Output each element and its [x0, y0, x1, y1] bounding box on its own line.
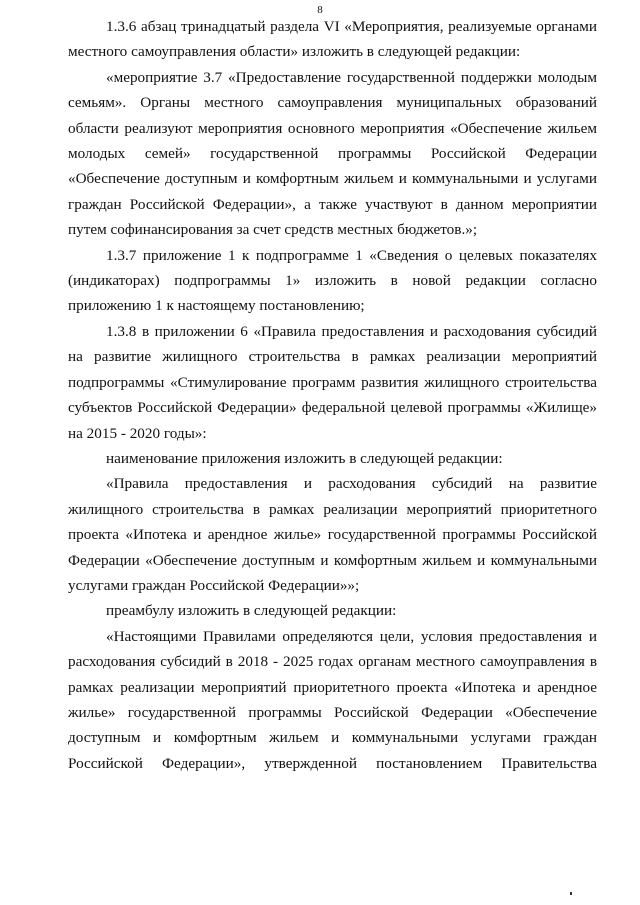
text-line: Федерации «Обеспечение доступным и комфортным жильем и коммунальными: [68, 551, 597, 569]
text-line: на развитие жилищного строительства в рамках реализации мероприятий: [68, 348, 597, 366]
paragraph-preamble-change: [68, 598, 597, 623]
text-line: граждан Российской Федерации», а также участвуют в данном мероприятии: [68, 195, 597, 213]
text-line: жилье» государственной программы Российской Федерации «Обеспечение: [68, 703, 597, 721]
paragraph-1-3-7: [68, 243, 597, 319]
text-line: доступным и комфортным жильем и коммунальными услугами граждан: [68, 729, 597, 747]
scan-mark: [570, 892, 572, 895]
paragraph-preamble: [68, 624, 597, 776]
text-line: путем софинансирования за счет средств местных бюджетов.»;: [68, 221, 478, 239]
text-line: «Настоящими Правилами определяются цели, условия предоставления и: [106, 627, 597, 645]
text-line: расходования субсидий в 2018 - 2025 годах органам местного самоуправления в: [68, 653, 597, 671]
text-line: Российской Федерации», утвержденной постановлением Правительства: [68, 754, 597, 772]
text-line: жилищного строительства в рамках реализации мероприятий приоритетного: [68, 500, 597, 518]
text-line: (индикаторах) подпрограммы 1» изложить в новой редакции согласно: [68, 272, 597, 290]
text-line: 1.3.7 приложение 1 к подпрограмме 1 «Сведения о целевых показателях: [106, 246, 597, 264]
document-body: [68, 14, 597, 776]
text-line: «Правила предоставления и расходования субсидий на развитие: [106, 475, 597, 493]
text-line: преамбулу изложить в следующей редакции:: [106, 602, 397, 620]
text-line: подпрограммы «Стимулирование программ развития жилищного строительства: [68, 373, 597, 391]
text-line: наименование приложения изложить в следующей редакции:: [106, 449, 503, 467]
text-line: на 2015 - 2020 годы»:: [68, 424, 207, 442]
paragraph-1-3-6: [68, 14, 597, 65]
page-number: 8: [317, 4, 323, 16]
text-line: 1.3.8 в приложении 6 «Правила предоставления и расходования субсидий: [106, 322, 597, 340]
text-line: «Обеспечение доступным и комфортным жильем и коммунальными и услугами: [68, 170, 597, 188]
paragraph-rules-title: [68, 471, 597, 598]
text-line: области реализуют мероприятия основного мероприятия «Обеспечение жильем: [68, 119, 597, 137]
text-line: молодых семей» государственной программы Российской Федерации: [68, 145, 597, 163]
text-line: субъектов Российской Федерации» федеральной целевой программы «Жилище»: [68, 399, 597, 417]
text-line: «мероприятие 3.7 «Предоставление государственной поддержки молодым: [106, 68, 597, 86]
paragraph-1-3-8: [68, 319, 597, 446]
text-line: проекта «Ипотека и арендное жилье» государственной программы Российской: [68, 526, 597, 544]
paragraph-name-change: [68, 446, 597, 471]
paragraph-measure-3-7: [68, 65, 597, 243]
text-line: услугами граждан Российской Федерации»»;: [68, 576, 360, 594]
text-line: рамках реализации мероприятий приоритетного проекта «Ипотека и арендное: [68, 678, 597, 696]
text-line: приложению 1 к настоящему постановлению;: [68, 297, 365, 315]
text-line: местного самоуправления области» изложить в следующей редакции:: [68, 43, 521, 61]
text-line: семьям». Органы местного самоуправления муниципальных образований: [68, 94, 597, 112]
text-line: 1.3.6 абзац тринадцатый раздела VI «Мероприятия, реализуемые органами: [106, 18, 597, 35]
